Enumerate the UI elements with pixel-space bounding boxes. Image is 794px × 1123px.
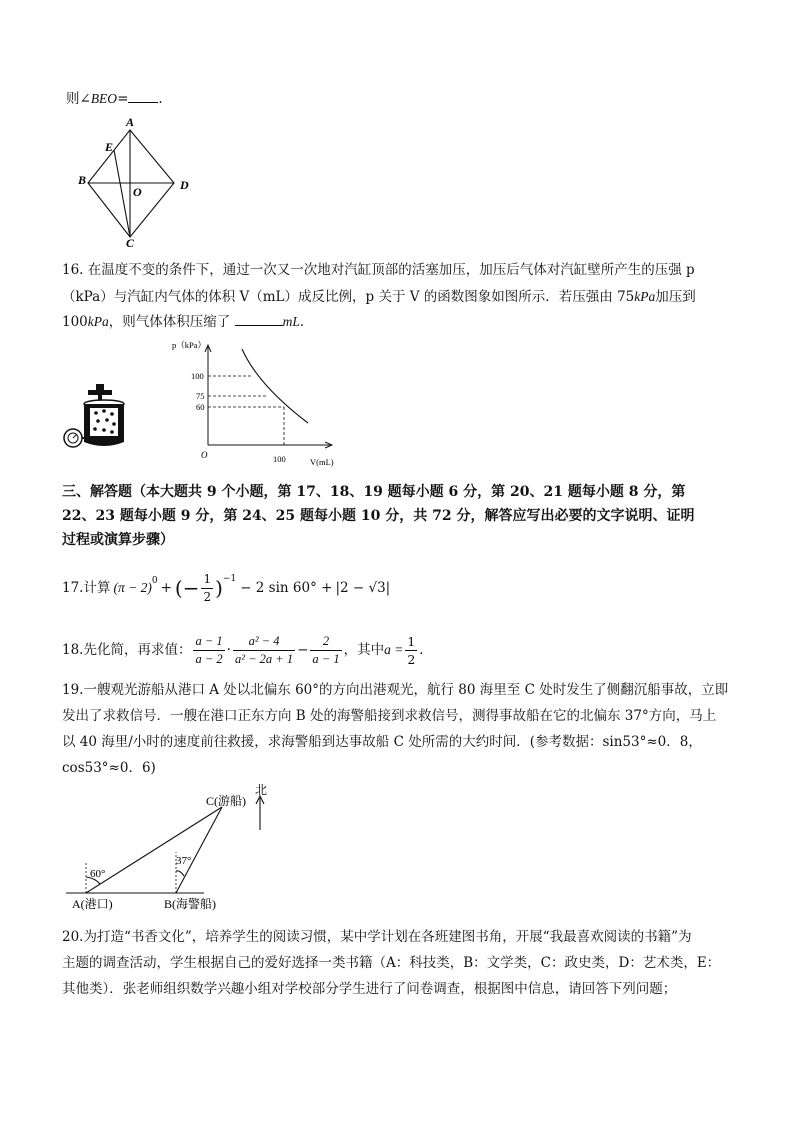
q17-plus: + xyxy=(160,580,172,596)
q17-pi-term: (π − 2) xyxy=(113,580,152,595)
q16-line-3 xyxy=(62,309,313,335)
fig-b-label: B(海警船) xyxy=(164,897,216,911)
q16-line-3-mid: ，则气体体积压缩了 xyxy=(108,314,231,330)
q16-unit-ml: mL xyxy=(282,314,300,329)
q20-line-1: 20.为打造“书香文化”，培养学生的阅读习惯，某中学计划在各班建图书角，开展“我最喜欢阅读的书籍”为 xyxy=(62,929,692,945)
q20-line-3: 其他类）．张老师组织数学兴趣小组对学校部分学生进行了问卷调查，根据图中信息，请回答下列问题； xyxy=(62,981,677,997)
q18-value-fraction xyxy=(405,633,417,668)
q18-dot: · xyxy=(226,642,231,658)
q17-paren-open: (− xyxy=(174,576,200,600)
q17-exp-0: 0 xyxy=(151,576,158,586)
ytick-100: 100 xyxy=(191,371,204,381)
q16-pressure-volume-graph xyxy=(168,335,348,470)
q15-answer-blank[interactable] xyxy=(128,88,158,103)
ytick-75: 75 xyxy=(196,391,205,401)
q19-rescue-figure xyxy=(62,780,302,915)
q18-f3-den: a − 1 xyxy=(312,651,340,666)
fig-angle-b: 37° xyxy=(176,855,192,867)
q17-frac-num: 1 xyxy=(203,571,212,586)
q15-answer-line xyxy=(66,86,163,112)
q17-frac-den: 2 xyxy=(203,589,212,604)
q17-sin-term: − 2 sin 60° + xyxy=(240,580,333,596)
fig-a-label: A(港口) xyxy=(72,897,113,911)
section3-line-1: 三、解答题（本大题共 9 个小题，第 17、18、19 题每小题 6 分，第 20、21 题每小题 8 分，第 xyxy=(62,484,686,500)
q17-abs-term: |2 − √3| xyxy=(335,580,391,596)
q16-line-2 xyxy=(62,284,696,310)
q18-expression xyxy=(62,630,433,670)
segment-bc xyxy=(176,807,222,893)
q18-end: ． xyxy=(419,642,433,658)
q16-answer-blank[interactable] xyxy=(235,311,283,326)
q18-minus: − xyxy=(297,642,309,658)
q18-v-den: 2 xyxy=(407,651,416,667)
fig-north-label: 北 xyxy=(255,783,268,797)
q17-expression xyxy=(62,572,390,604)
section3-line-3: 过程或演算步骤） xyxy=(62,532,174,548)
q15-angle: BEO xyxy=(90,91,118,106)
q18-v-num: 1 xyxy=(407,633,416,649)
q18-fraction-3 xyxy=(310,633,341,668)
fig-c-label: C(游船) xyxy=(206,794,246,808)
q16-unit-1: kPa xyxy=(634,289,656,304)
q17-label: 17.计算 xyxy=(62,580,111,596)
q18-f2-num: a² − 4 xyxy=(248,633,280,648)
q16-unit-2: kPa xyxy=(87,314,109,329)
q17-paren-close: ) xyxy=(215,576,223,600)
q18-f1-num: a − 1 xyxy=(195,633,223,648)
q15-square-figure xyxy=(70,115,200,250)
q16-num-100: 100 xyxy=(62,314,88,330)
q16-line-1: 16. 在温度不变的条件下，通过一次又一次地对汽缸顶部的活塞加压，加压后气体对汽缸壁所产生的压强 p xyxy=(62,262,695,278)
fig-angle-a: 60° xyxy=(90,868,106,880)
label-a: A xyxy=(126,115,135,129)
q18-fraction-2 xyxy=(233,633,295,668)
q15-end: . xyxy=(158,91,163,107)
q16-end: ． xyxy=(299,314,314,330)
ytick-60: 60 xyxy=(196,402,205,412)
label-c: C xyxy=(126,236,135,250)
q18-fraction-1 xyxy=(193,633,224,668)
angle-arc-b xyxy=(176,871,184,876)
q15-equals: = xyxy=(117,91,129,107)
graph-origin: O xyxy=(201,450,208,460)
q20-line-2: 主题的调查活动，学生根据自己的爱好选择一类书籍（A：科技类，B：文学类，C：政史类，D：艺术类，E： xyxy=(62,955,721,971)
inverse-curve xyxy=(242,349,308,423)
graph-xlabel: V(mL) xyxy=(310,457,334,467)
q18-where: ，其中 xyxy=(343,642,385,658)
q17-fraction-half xyxy=(201,571,213,606)
label-e: E xyxy=(105,140,114,154)
q18-f2-den: a² − 2a + 1 xyxy=(234,651,294,666)
segment-ec xyxy=(114,150,130,237)
segment-ac xyxy=(86,807,222,893)
q15-prefix: 则∠ xyxy=(66,91,91,107)
q18-f1-den: a − 2 xyxy=(195,651,223,666)
q18-label: 18.先化简，再求值： xyxy=(62,642,192,658)
q18-a-eq: a = xyxy=(384,642,404,657)
graph-ylabel: p（kPa） xyxy=(172,340,207,350)
q19-line-2: 发出了求救信号．一艘在港口正东方向 B 处的海警船接到求救信号，测得事故船在它的北偏东 37°方向，马上 xyxy=(62,708,717,724)
q17-exp-neg1: −1 xyxy=(222,574,237,584)
label-o: O xyxy=(133,185,142,199)
q16-line-2-tail: 加压到 xyxy=(655,289,696,305)
q16-line-2-text: （kPa）与汽缸内气体的体积 V（mL）成反比例，p 关于 V 的函数图象如图所示．若压强由 75 xyxy=(62,289,635,305)
q18-f3-num: 2 xyxy=(322,633,330,648)
label-b: B xyxy=(78,173,87,187)
cylinder-illustration xyxy=(60,380,140,455)
xtick-100: 100 xyxy=(273,454,286,464)
label-d: D xyxy=(180,178,189,192)
q19-line-3: 以 40 海里/小时的速度前往救援，求海警船到达事故船 C 处所需的大约时间．(参考数据：sin53°≈0．8， xyxy=(62,734,702,750)
section3-line-2: 22、23 题每小题 9 分，第 24、25 题每小题 10 分，共 72 分，解答应写出必要的文字说明、证明 xyxy=(62,508,695,524)
q19-line-4: cos53°≈0．6) xyxy=(62,760,156,776)
q19-line-1: 19.一艘观光游船从港口 A 处以北偏东 60°的方向出港观光，航行 80 海里至 C 处时发生了侧翻沉船事故，立即 xyxy=(62,682,729,698)
